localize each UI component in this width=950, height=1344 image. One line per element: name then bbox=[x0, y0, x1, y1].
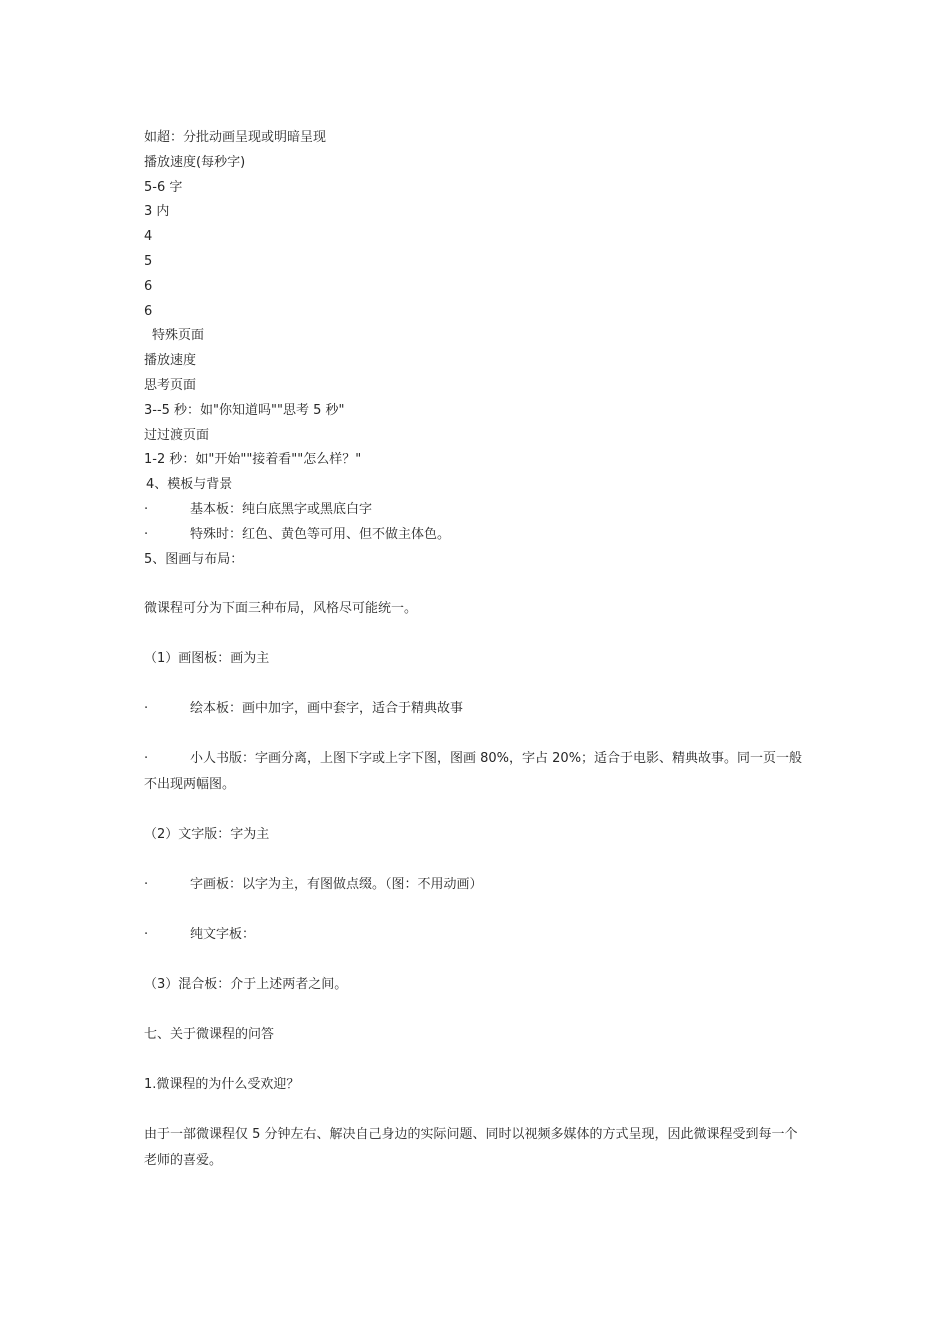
text-line: 特殊页面 bbox=[152, 328, 205, 344]
bullet-item bbox=[144, 922, 808, 948]
text-line: 1-2 秒：如"开始""接着看""怎么样？" bbox=[144, 452, 362, 468]
bullet-marker: · bbox=[144, 526, 149, 542]
document-body bbox=[144, 126, 808, 1174]
paragraph: 由于一部微课程仅 5 分钟左右、解决自己身边的实际问题、同时以视频多媒体的方式呈现，因此微课程受到每一个老师的喜爱。 bbox=[144, 1127, 798, 1169]
paragraph: （1）画图板：画为主 bbox=[144, 651, 270, 667]
section-heading: 4、模板与背景 bbox=[146, 477, 233, 493]
text-line: 5 bbox=[144, 253, 153, 269]
bullet-item bbox=[144, 746, 808, 798]
text-line: 过过渡页面 bbox=[144, 427, 210, 443]
text-line: 6 bbox=[144, 278, 153, 294]
bullet-item bbox=[144, 498, 808, 523]
bullet-marker: · bbox=[144, 877, 149, 893]
text-line: 4 bbox=[144, 229, 153, 245]
bullet-text: 特殊时：红色、黄色等可用、但不做主体色。 bbox=[190, 526, 451, 542]
bullet-text: 字画板：以字为主，有图做点缀。（图：不用动画） bbox=[190, 877, 483, 893]
section-heading: 七、关于微课程的问答 bbox=[144, 1027, 275, 1043]
bullet-item bbox=[144, 872, 808, 898]
paragraph: （3）混合板：介于上述两者之间。 bbox=[144, 977, 348, 993]
question-heading: 1.微课程的为什么受欢迎？ bbox=[144, 1077, 300, 1093]
paragraph: 微课程可分为下面三种布局，风格尽可能统一。 bbox=[144, 601, 418, 617]
bullet-text: 小人书版：字画分离，上图下字或上字下图，图画 80%，字占 20%；适合于电影、精典故事。同一页一般不出现两幅图。 bbox=[144, 751, 803, 793]
paragraph: （2）文字版：字为主 bbox=[144, 827, 270, 843]
bullet-item bbox=[144, 523, 808, 548]
text-line: 3--5 秒：如"你知道吗""思考 5 秒" bbox=[144, 402, 345, 418]
bullet-item bbox=[144, 696, 808, 722]
text-line: 5-6 字 bbox=[144, 179, 183, 195]
bullet-marker: · bbox=[144, 751, 149, 767]
bullet-text: 基本板：纯白底黑字或黑底白字 bbox=[190, 501, 373, 517]
text-line: 6 bbox=[144, 303, 153, 319]
bullet-text: 纯文字板： bbox=[190, 927, 256, 943]
bullet-marker: · bbox=[144, 501, 149, 517]
bullet-text: 绘本板：画中加字，画中套字，适合于精典故事 bbox=[190, 701, 464, 717]
section-heading: 5、图画与布局： bbox=[144, 551, 244, 567]
text-line: 如超：分批动画呈现或明暗呈现 bbox=[144, 130, 327, 145]
bullet-marker: · bbox=[144, 701, 149, 717]
text-line: 3 内 bbox=[144, 204, 170, 220]
text-line: 播放速度 bbox=[144, 353, 197, 369]
text-line: 思考页面 bbox=[144, 377, 197, 393]
text-line: 播放速度(每秒字) bbox=[144, 154, 246, 170]
bullet-marker: · bbox=[144, 927, 149, 943]
